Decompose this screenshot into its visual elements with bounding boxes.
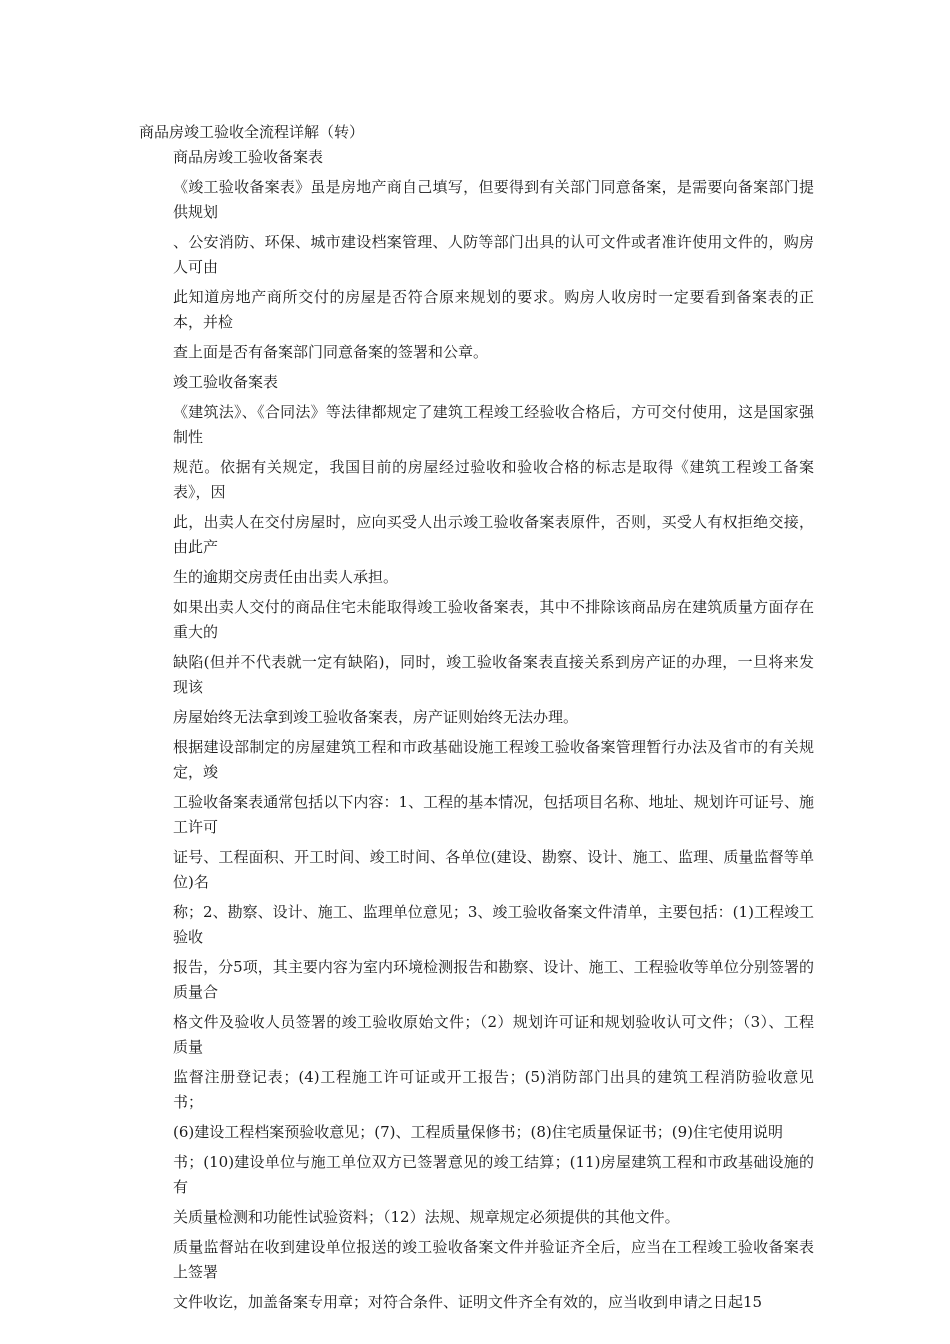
text-line: 此知道房地产商所交付的房屋是否符合原来规划的要求。购房人收房时一定要看到备案表的正本，并检 [173, 288, 814, 331]
text-line: (6)建设工程档案预验收意见；(7)、工程质量保修书；(8)住宅质量保证书；(9)住宅使用说明 [173, 1123, 783, 1141]
text-line: 根据建设部制定的房屋建筑工程和市政基础设施工程竣工验收备案管理暂行办法及省市的有关规定，竣 [173, 738, 814, 781]
text-line: 《竣工验收备案表》虽是房地产商自己填写，但要得到有关部门同意备案，是需要向备案部门提供规划 [173, 178, 814, 221]
text-line: 如果出卖人交付的商品住宅未能取得竣工验收备案表，其中不排除该商品房在建筑质量方面存在重大的 [173, 598, 814, 641]
text-line: 文件收讫，加盖备案专用章；对符合条件、证明文件齐全有效的，应当收到申请之日起15 [173, 1293, 763, 1311]
text-line: 质量监督站在收到建设单位报送的竣工验收备案文件并验证齐全后，应当在工程竣工验收备案表上签署 [173, 1238, 814, 1281]
text-line: 规范。依据有关规定，我国目前的房屋经过验收和验收合格的标志是取得《建筑工程竣工备案表》，因 [173, 458, 814, 501]
text-line: 书；(10)建设单位与施工单位双方已签署意见的竣工结算；(11)房屋建筑工程和市政基础设施的有 [173, 1153, 814, 1196]
text-line: 、公安消防、环保、城市建设档案管理、人防等部门出具的认可文件或者准许使用文件的，购房人可由 [173, 233, 814, 276]
text-line: 竣工验收备案表 [173, 373, 279, 391]
text-line: 《建筑法》、《合同法》等法律都规定了建筑工程竣工经验收合格后，方可交付使用，这是国家强制性 [173, 403, 814, 446]
text-line: 证号、工程面积、开工时间、竣工时间、各单位(建设、勘察、设计、施工、监理、质量监督等单位)名 [173, 848, 814, 891]
document-page [139, 120, 814, 1320]
text-line: 称；2、勘察、设计、施工、监理单位意见；3、竣工验收备案文件清单，主要包括：(1)工程竣工验收 [173, 903, 814, 946]
text-line: 报告，分5项，其主要内容为室内环境检测报告和勘察、设计、施工、工程验收等单位分别签署的质量合 [173, 958, 814, 1001]
text-line: 关质量检测和功能性试验资料；（12）法规、规章规定必须提供的其他文件。 [173, 1208, 680, 1226]
text-line: 查上面是否有备案部门同意备案的签署和公章。 [173, 343, 489, 361]
text-line: 缺陷(但并不代表就一定有缺陷)，同时，竣工验收备案表直接关系到房产证的办理，一旦将来发现该 [173, 653, 814, 696]
text-line: 监督注册登记表；(4)工程施工许可证或开工报告；(5)消防部门出具的建筑工程消防验收意见书； [173, 1068, 814, 1111]
text-line: 此，出卖人在交付房屋时，应向买受人出示竣工验收备案表原件，否则，买受人有权拒绝交接，由此产 [173, 513, 814, 556]
text-line: 工验收备案表通常包括以下内容：1、工程的基本情况，包括项目名称、地址、规划许可证号、施工许可 [173, 793, 814, 836]
document-title: 商品房竣工验收全流程详解（转） [139, 123, 365, 141]
text-line: 生的逾期交房责任由出卖人承担。 [173, 568, 399, 586]
text-line: 房屋始终无法拿到竣工验收备案表，房产证则始终无法办理。 [173, 708, 579, 726]
text-line: 商品房竣工验收备案表 [173, 148, 324, 166]
text-line: 格文件及验收人员签署的竣工验收原始文件；（2）规划许可证和规划验收认可文件；（3）、工程质量 [173, 1013, 814, 1056]
